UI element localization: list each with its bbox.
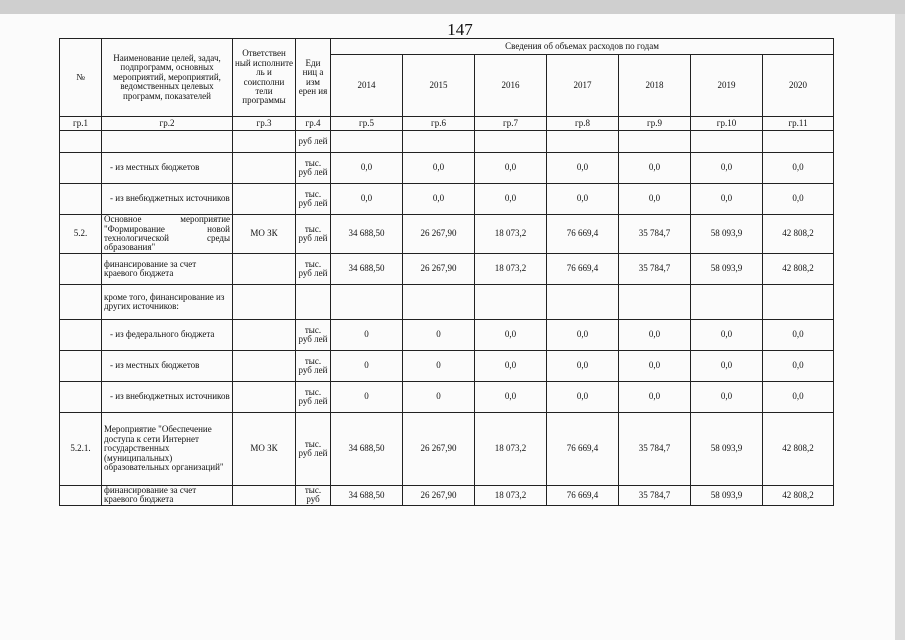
row-value: 0,0 <box>763 184 834 215</box>
row-value: 26 267,90 <box>403 413 475 486</box>
column-label: гр.2 <box>102 117 233 131</box>
row-value <box>475 285 547 320</box>
row-value: 0,0 <box>691 320 763 351</box>
row-value: 58 093,9 <box>691 413 763 486</box>
row-name: Основное мероприятие "Формирование новой технологической среды образования" <box>102 215 233 254</box>
column-label: гр.3 <box>233 117 296 131</box>
row-unit: тыс. руб лей <box>296 382 331 413</box>
row-value: 58 093,9 <box>691 254 763 285</box>
column-label: гр.5 <box>331 117 403 131</box>
row-number <box>60 351 102 382</box>
row-value: 35 784,7 <box>619 486 691 506</box>
header-expenses: Сведения об объемах расходов по годам <box>331 39 834 55</box>
row-value <box>403 131 475 153</box>
row-value <box>691 131 763 153</box>
table-row <box>60 351 834 382</box>
row-name: - из внебюджетных источников <box>102 184 233 215</box>
row-responsible <box>233 153 296 184</box>
header-year: 2018 <box>619 55 691 117</box>
row-value: 76 669,4 <box>547 486 619 506</box>
row-value <box>331 131 403 153</box>
header-year: 2016 <box>475 55 547 117</box>
row-value: 0,0 <box>547 351 619 382</box>
row-value: 26 267,90 <box>403 486 475 506</box>
row-value: 0,0 <box>619 320 691 351</box>
row-value: 34 688,50 <box>331 486 403 506</box>
row-unit <box>296 285 331 320</box>
row-responsible <box>233 254 296 285</box>
row-number <box>60 320 102 351</box>
row-name: - из местных бюджетов <box>102 351 233 382</box>
row-name: - из местных бюджетов <box>102 153 233 184</box>
table-row <box>60 413 834 486</box>
row-name: финансирование за счет краевого бюджета <box>102 486 233 506</box>
row-number <box>60 153 102 184</box>
row-value <box>619 285 691 320</box>
table-row <box>60 184 834 215</box>
row-name: - из федерального бюджета <box>102 320 233 351</box>
row-unit: руб лей <box>296 131 331 153</box>
table-row <box>60 285 834 320</box>
row-value: 18 073,2 <box>475 215 547 254</box>
row-number: 5.2.1. <box>60 413 102 486</box>
row-number <box>60 184 102 215</box>
row-value: 0,0 <box>691 184 763 215</box>
row-responsible <box>233 131 296 153</box>
header-year: 2020 <box>763 55 834 117</box>
row-value: 26 267,90 <box>403 254 475 285</box>
row-value: 26 267,90 <box>403 215 475 254</box>
row-responsible <box>233 285 296 320</box>
header-num: № <box>60 39 102 117</box>
row-value: 0,0 <box>691 153 763 184</box>
row-value: 0,0 <box>403 153 475 184</box>
row-value: 0,0 <box>619 153 691 184</box>
column-label: гр.11 <box>763 117 834 131</box>
header-year: 2015 <box>403 55 475 117</box>
row-responsible: МО ЗК <box>233 215 296 254</box>
row-value: 76 669,4 <box>547 215 619 254</box>
row-responsible <box>233 184 296 215</box>
row-value <box>331 285 403 320</box>
table-row <box>60 320 834 351</box>
row-value: 42 808,2 <box>763 254 834 285</box>
column-label: гр.1 <box>60 117 102 131</box>
row-value: 35 784,7 <box>619 413 691 486</box>
row-responsible <box>233 320 296 351</box>
row-value: 0,0 <box>763 153 834 184</box>
row-value: 0 <box>403 382 475 413</box>
row-value <box>619 131 691 153</box>
row-value: 42 808,2 <box>763 413 834 486</box>
row-value: 0,0 <box>763 320 834 351</box>
row-value: 0,0 <box>403 184 475 215</box>
table-row <box>60 153 834 184</box>
row-value: 0,0 <box>547 153 619 184</box>
row-value: 18 073,2 <box>475 486 547 506</box>
row-value: 0 <box>403 320 475 351</box>
row-value: 76 669,4 <box>547 413 619 486</box>
row-number <box>60 486 102 506</box>
row-value: 0 <box>331 320 403 351</box>
row-responsible <box>233 486 296 506</box>
header-year: 2017 <box>547 55 619 117</box>
column-label: гр.8 <box>547 117 619 131</box>
page-number: 147 <box>447 20 473 39</box>
row-value: 42 808,2 <box>763 486 834 506</box>
row-value: 0 <box>331 382 403 413</box>
row-value: 0,0 <box>475 382 547 413</box>
row-name: кроме того, финансирование из других источников: <box>102 285 233 320</box>
table-row <box>60 254 834 285</box>
row-value: 0,0 <box>475 351 547 382</box>
row-value: 34 688,50 <box>331 254 403 285</box>
table-row <box>60 486 834 506</box>
row-value <box>547 131 619 153</box>
row-value: 0,0 <box>547 184 619 215</box>
row-value <box>403 285 475 320</box>
column-label: гр.9 <box>619 117 691 131</box>
row-unit: тыс. руб лей <box>296 184 331 215</box>
row-unit: тыс. руб <box>296 486 331 506</box>
row-value: 0 <box>331 351 403 382</box>
row-unit: тыс. руб лей <box>296 254 331 285</box>
row-value: 0,0 <box>331 184 403 215</box>
row-responsible <box>233 382 296 413</box>
column-label: гр.10 <box>691 117 763 131</box>
row-name <box>102 131 233 153</box>
row-value: 42 808,2 <box>763 215 834 254</box>
row-value: 58 093,9 <box>691 215 763 254</box>
column-label: гр.4 <box>296 117 331 131</box>
table-row <box>60 131 834 153</box>
row-value: 0,0 <box>619 351 691 382</box>
column-label: гр.6 <box>403 117 475 131</box>
row-value: 0,0 <box>619 184 691 215</box>
row-number <box>60 285 102 320</box>
row-value: 0,0 <box>475 184 547 215</box>
row-value: 76 669,4 <box>547 254 619 285</box>
row-value: 18 073,2 <box>475 254 547 285</box>
row-unit: тыс. руб лей <box>296 153 331 184</box>
row-unit: тыс. руб лей <box>296 413 331 486</box>
row-value: 0,0 <box>475 320 547 351</box>
row-value: 0,0 <box>763 382 834 413</box>
row-unit: тыс. руб лей <box>296 215 331 254</box>
table-row <box>60 382 834 413</box>
row-value <box>691 285 763 320</box>
row-value: 34 688,50 <box>331 215 403 254</box>
row-value: 18 073,2 <box>475 413 547 486</box>
row-value: 0,0 <box>547 382 619 413</box>
row-value: 0,0 <box>691 382 763 413</box>
table-row <box>60 215 834 254</box>
row-number: 5.2. <box>60 215 102 254</box>
row-value <box>763 285 834 320</box>
row-value: 35 784,7 <box>619 215 691 254</box>
row-value: 35 784,7 <box>619 254 691 285</box>
expenses-table <box>59 38 834 506</box>
row-responsible: МО ЗК <box>233 413 296 486</box>
row-value <box>547 285 619 320</box>
row-value: 0,0 <box>763 351 834 382</box>
row-unit: тыс. руб лей <box>296 351 331 382</box>
row-value <box>763 131 834 153</box>
row-value: 0,0 <box>475 153 547 184</box>
row-number <box>60 131 102 153</box>
row-value: 0,0 <box>619 382 691 413</box>
column-label: гр.7 <box>475 117 547 131</box>
row-value: 0,0 <box>691 351 763 382</box>
row-unit: тыс. руб лей <box>296 320 331 351</box>
header-unit: Еди ниц а изм ерен ия <box>296 39 331 117</box>
row-value: 0 <box>403 351 475 382</box>
row-number <box>60 382 102 413</box>
row-name: финансирование за счет краевого бюджета <box>102 254 233 285</box>
header-responsible: Ответствен ный исполните ль и соисполни тели программы <box>233 39 296 117</box>
row-value: 58 093,9 <box>691 486 763 506</box>
row-value: 0,0 <box>331 153 403 184</box>
scan-top-strip <box>0 0 905 14</box>
header-year: 2014 <box>331 55 403 117</box>
header-year: 2019 <box>691 55 763 117</box>
row-value <box>475 131 547 153</box>
row-responsible <box>233 351 296 382</box>
row-number <box>60 254 102 285</box>
scan-right-edge <box>895 14 905 640</box>
row-value: 34 688,50 <box>331 413 403 486</box>
header-name: Наименование целей, задач, подпрограмм, основных мероприятий, мероприятий, ведомственных целевых программ, показателей <box>102 39 233 117</box>
row-value: 0,0 <box>547 320 619 351</box>
row-name: Мероприятие "Обеспечение доступа к сети Интернет государственных (муниципальных) образовательных организаций" <box>102 413 233 486</box>
row-name: - из внебюджетных источников <box>102 382 233 413</box>
